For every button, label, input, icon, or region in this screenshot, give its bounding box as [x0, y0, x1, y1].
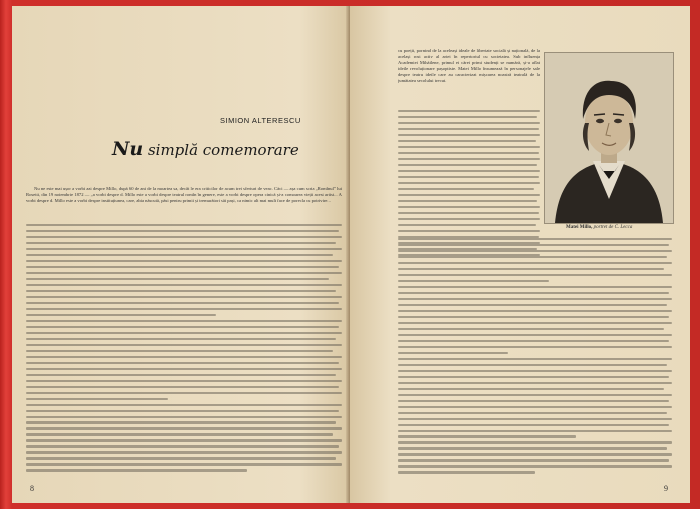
portrait-matei-millo [544, 52, 674, 224]
right-body-text-lines [398, 238, 672, 482]
right-top-paragraph-text: cu poeții, pornind de la aceleași ideale de libertate socială și națională, de la același rost activ al artei în repertoriul cu societatea. Sub influența Academiei Mihăilene, primul ei cărei primi studenți se numără, și-a aflat ideile revoluționare pașoptiste. Matei Millo însumează în personajele sale despre teatru ideile care au caracterizat mișcarea noastră teatrală de la jumătatea secolului trecut. [398, 48, 540, 84]
article-title-rest: simplă comemorare [143, 141, 299, 159]
portrait-caption-name: Matei Millo, [566, 225, 593, 230]
article-author: SIMION ALTERESCU [220, 116, 301, 125]
right-top-paragraph [398, 48, 540, 106]
portrait-illustration [545, 53, 673, 223]
article-title-initial: Nu [112, 138, 144, 160]
left-body-text-lines [26, 224, 342, 482]
portrait-caption [566, 225, 632, 230]
left-page-number: 8 [30, 484, 34, 493]
right-page-number: 9 [664, 484, 668, 493]
intro-paragraph-text: Nu ne este mai ușor a vorbi azi despre Millo, după 60 de ani de la moartea sa, decât le era criticilor de acum trei sferturi de veac. Căci — așa cum scria „Romînul” lui Rosetti, din 19 noiembrie 1872 — „a vorbi despre d. Millo este a vorbi despre teatrul romîn în genere, este a vorbi despre opera cinică și-a comoarea vieții acest artist... A vorbi despre d. Millo este a vorbi despre instituțiunea, care, abia născută, păsi pentru primii și tremurători săi pași, ca nimic alt mai mult face de porecla cu potrivire... [26, 186, 342, 204]
article-title [112, 138, 299, 160]
portrait-caption-rest: portret de C. Lecca [592, 225, 633, 230]
intro-paragraph [26, 186, 342, 220]
